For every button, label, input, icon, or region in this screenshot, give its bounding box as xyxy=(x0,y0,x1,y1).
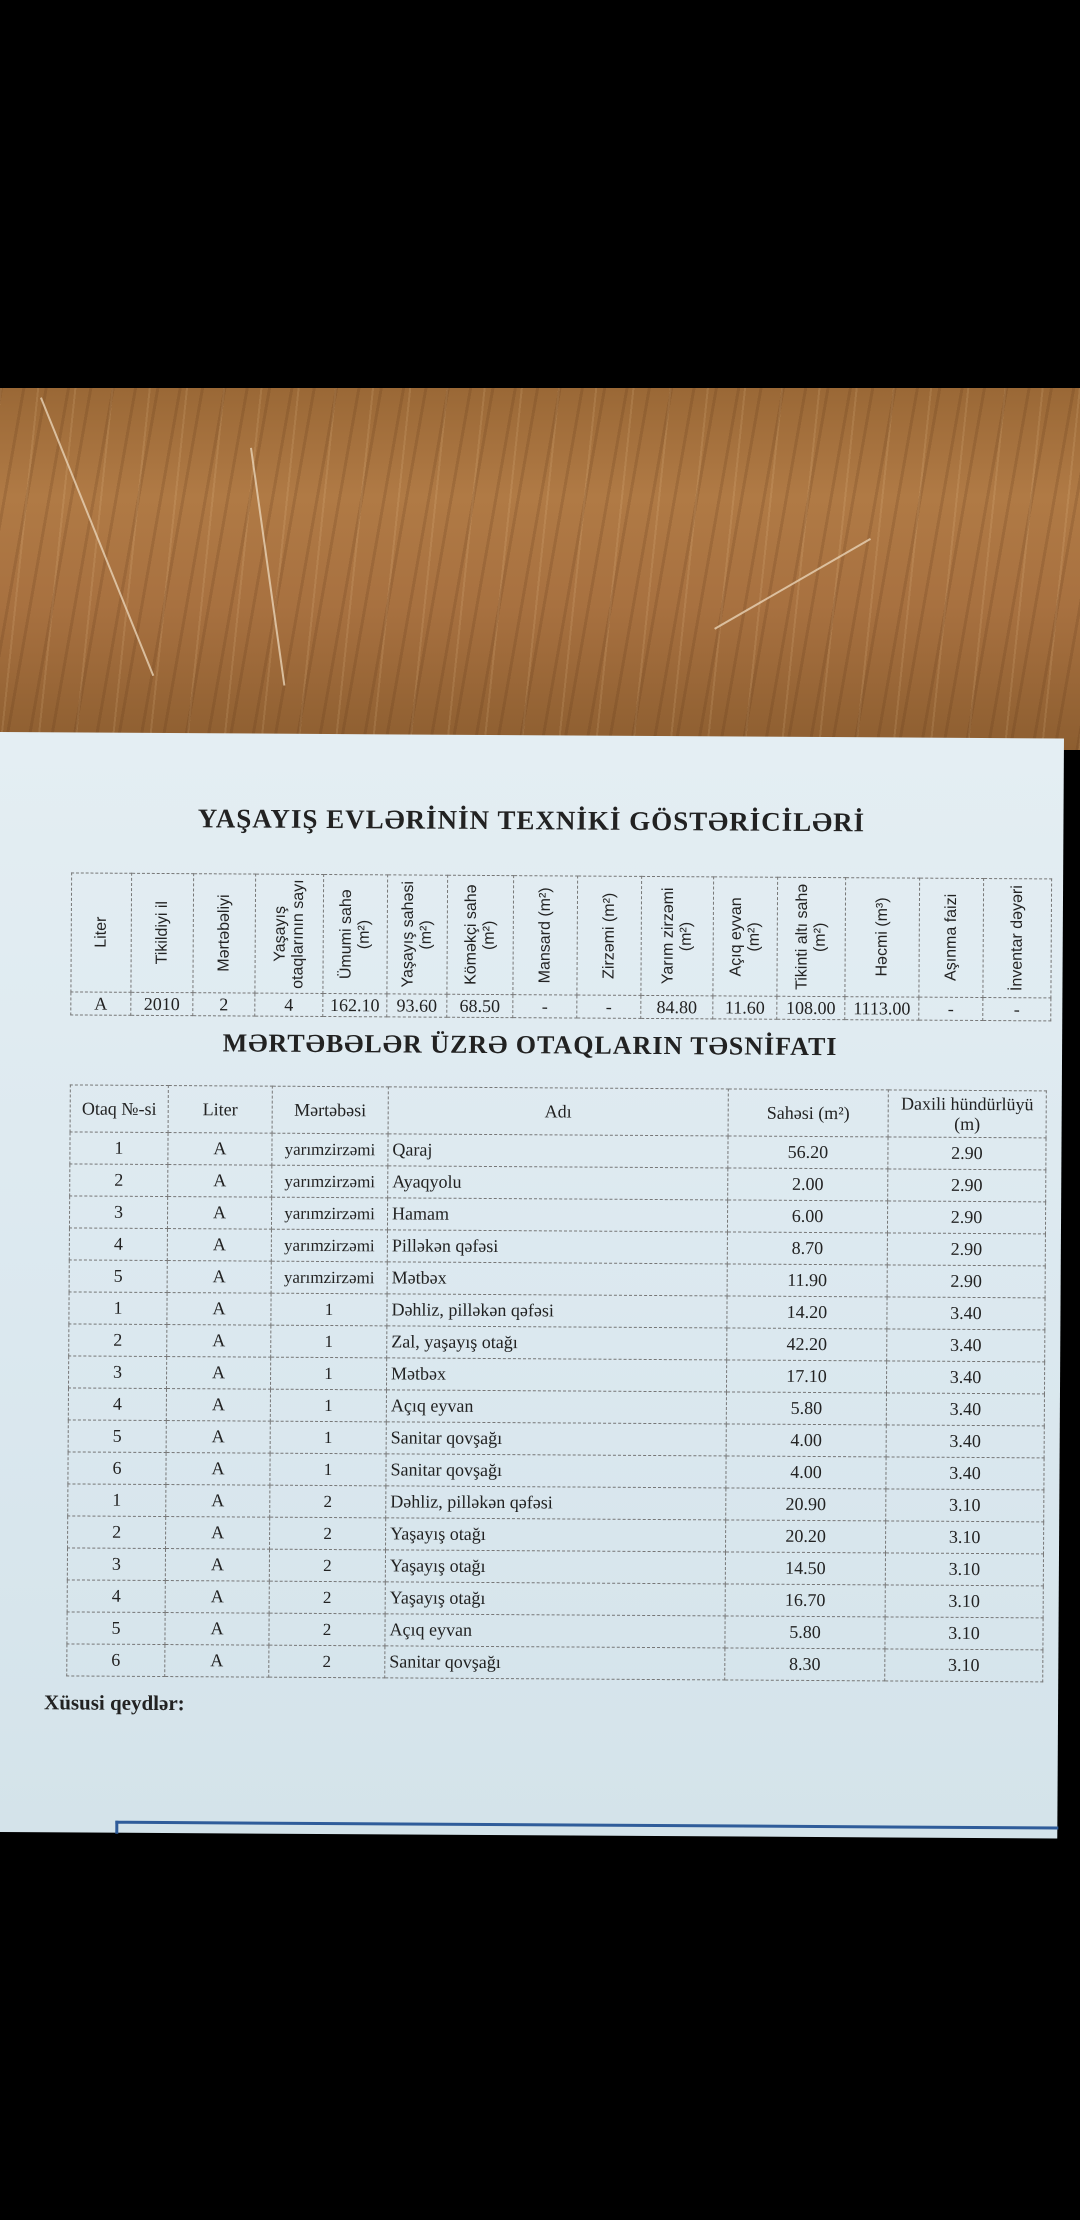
cell-room-number: 3 xyxy=(67,1548,165,1581)
cell-floor: yarımzirzəmi xyxy=(271,1229,387,1262)
cell-liter: A xyxy=(167,1197,271,1230)
technical-header-row xyxy=(71,873,1052,998)
cell-height: 3.40 xyxy=(887,1297,1045,1330)
cell-name: Sanitar qovşağı xyxy=(386,1454,726,1488)
cell-liter: A xyxy=(166,1421,270,1454)
cell-room-number: 1 xyxy=(70,1132,168,1165)
header-cell: Mansard (m²) xyxy=(513,876,578,995)
cell-area: 5.80 xyxy=(725,1616,885,1649)
header-cell: Mərtəbəliyi xyxy=(193,874,256,993)
cell-liter: A xyxy=(165,1549,269,1582)
cell-name: Sanitar qovşağı xyxy=(386,1422,726,1456)
cell-height: 3.40 xyxy=(886,1393,1044,1426)
header-area: Sahəsi (m²) xyxy=(728,1089,888,1137)
cell-liter: A xyxy=(167,1229,271,1262)
cell-area: 4.00 xyxy=(726,1424,886,1457)
data-cell: 1113.00 xyxy=(845,997,919,1020)
cell-liter: A xyxy=(167,1325,271,1358)
data-cell: 108.00 xyxy=(777,996,845,1019)
rooms-header-row xyxy=(70,1085,1046,1138)
cell-room-number: 1 xyxy=(69,1292,167,1325)
data-cell: - xyxy=(577,995,641,1018)
cell-height: 3.10 xyxy=(886,1489,1044,1522)
table-row xyxy=(67,1644,1043,1682)
cell-height: 2.90 xyxy=(887,1233,1045,1266)
cell-name: Açıq eyvan xyxy=(385,1614,725,1648)
cell-floor: 2 xyxy=(269,1581,385,1614)
cell-floor: 2 xyxy=(269,1549,385,1582)
cell-floor: 1 xyxy=(270,1421,386,1454)
cell-floor: 1 xyxy=(271,1325,387,1358)
cell-height: 2.90 xyxy=(887,1265,1045,1298)
cell-room-number: 5 xyxy=(68,1420,166,1453)
cell-name: Yaşayış otağı xyxy=(386,1518,726,1552)
cell-room-number: 2 xyxy=(68,1516,166,1549)
header-cell: Yarım zirzəmi (m²) xyxy=(641,876,714,995)
cell-height: 3.10 xyxy=(885,1617,1043,1650)
cell-room-number: 2 xyxy=(69,1324,167,1357)
cell-name: Açıq eyvan xyxy=(386,1390,726,1424)
cell-area: 16.70 xyxy=(725,1584,885,1617)
cell-liter: A xyxy=(168,1165,272,1198)
data-cell: 68.50 xyxy=(447,994,513,1017)
cell-floor: yarımzirzəmi xyxy=(271,1261,387,1294)
header-cell: Açıq eyvan (m²) xyxy=(713,877,778,996)
cell-area: 11.90 xyxy=(727,1264,887,1297)
cell-area: 6.00 xyxy=(727,1200,887,1233)
technical-data-row xyxy=(71,992,1051,1021)
cell-liter: A xyxy=(167,1293,271,1326)
header-cell: Liter xyxy=(71,873,132,992)
cell-height: 3.40 xyxy=(886,1457,1044,1490)
technical-indicators-title: YAŞAYIŞ EVLƏRİNİN TEXNİKİ GÖSTƏRİCİLƏRİ xyxy=(197,803,866,838)
cell-room-number: 1 xyxy=(68,1484,166,1517)
header-cell: Yaşayış otaqlarının sayı xyxy=(255,874,324,993)
cell-liter: A xyxy=(165,1613,269,1646)
cell-area: 2.00 xyxy=(728,1168,888,1201)
header-cell: Tikildiyi il xyxy=(131,873,194,992)
cell-floor: 1 xyxy=(270,1453,386,1486)
cell-room-number: 4 xyxy=(68,1388,166,1421)
header-cell: Köməkçi sahə (m²) xyxy=(447,875,514,994)
data-cell: - xyxy=(919,997,983,1020)
cell-liter: A xyxy=(167,1261,271,1294)
cell-name: Yaşayış otağı xyxy=(385,1550,725,1584)
header-cell: Yaşayış sahəsi (m²) xyxy=(387,875,448,994)
cell-area: 20.90 xyxy=(726,1488,886,1521)
cell-height: 3.10 xyxy=(886,1521,1044,1554)
data-cell: - xyxy=(513,995,577,1018)
cell-height: 3.10 xyxy=(885,1649,1043,1682)
cell-floor: yarımzirzəmi xyxy=(272,1165,388,1198)
cell-liter: A xyxy=(166,1357,270,1390)
cell-floor: yarımzirzəmi xyxy=(272,1133,388,1166)
cell-area: 14.50 xyxy=(725,1552,885,1585)
data-cell: 2 xyxy=(193,993,255,1016)
cell-height: 3.10 xyxy=(885,1553,1043,1586)
cell-liter: A xyxy=(165,1581,269,1614)
data-cell: A xyxy=(71,992,131,1015)
data-cell: 84.80 xyxy=(641,995,713,1018)
cell-height: 2.90 xyxy=(887,1201,1045,1234)
header-name: Adı xyxy=(388,1087,728,1136)
data-cell: 11.60 xyxy=(713,996,777,1019)
document-page xyxy=(0,732,1064,1838)
cell-room-number: 5 xyxy=(69,1260,167,1293)
cell-height: 3.40 xyxy=(886,1425,1044,1458)
cell-name: Hamam xyxy=(387,1198,727,1232)
cell-floor: 2 xyxy=(270,1517,386,1550)
cell-name: Mətbəx xyxy=(387,1262,727,1296)
data-cell: 4 xyxy=(255,993,323,1016)
data-cell: 93.60 xyxy=(387,994,447,1017)
cell-name: Pilləkən qəfəsi xyxy=(387,1230,727,1264)
cell-name: Sanitar qovşağı xyxy=(385,1646,725,1680)
cell-name: Ayaqyolu xyxy=(388,1166,728,1200)
cell-height: 2.90 xyxy=(888,1169,1046,1202)
cell-floor: 2 xyxy=(270,1485,386,1518)
header-floor: Mərtəbəsi xyxy=(272,1086,388,1134)
header-cell: İnventar dəyəri xyxy=(983,879,1052,998)
rooms-table-body xyxy=(67,1132,1046,1682)
cell-name: Zal, yaşayış otağı xyxy=(387,1326,727,1360)
cell-height: 2.90 xyxy=(888,1137,1046,1170)
cell-liter: A xyxy=(166,1389,270,1422)
cell-name: Yaşayış otağı xyxy=(385,1582,725,1616)
wooden-table-background xyxy=(0,388,1080,750)
data-cell: 162.10 xyxy=(323,993,387,1016)
cell-floor: yarımzirzəmi xyxy=(271,1197,387,1230)
header-liter: Liter xyxy=(168,1086,272,1134)
cell-floor: 2 xyxy=(269,1645,385,1678)
cell-height: 3.40 xyxy=(886,1361,1044,1394)
cell-name: Dəhliz, pilləkən qəfəsi xyxy=(387,1294,727,1328)
cell-name: Dəhliz, pilləkən qəfəsi xyxy=(386,1486,726,1520)
cell-liter: A xyxy=(168,1133,272,1166)
cell-room-number: 4 xyxy=(67,1580,165,1613)
cell-area: 14.20 xyxy=(727,1296,887,1329)
header-cell: Ümumi sahə (m²) xyxy=(323,874,388,993)
cell-liter: A xyxy=(166,1485,270,1518)
cell-area: 20.20 xyxy=(726,1520,886,1553)
room-classification-title: MƏRTƏBƏLƏR ÜZRƏ OTAQLARIN TƏSNİFATI xyxy=(222,1028,838,1062)
wood-crack xyxy=(250,448,285,686)
header-height: Daxili hündürlüyü (m) xyxy=(888,1090,1046,1138)
wood-crack xyxy=(714,538,871,630)
wood-crack xyxy=(40,397,154,676)
cell-area: 8.30 xyxy=(725,1648,885,1681)
header-cell: Həcmi (m³) xyxy=(845,878,920,997)
cell-room-number: 6 xyxy=(67,1644,165,1677)
header-cell: Zirzəmi (m²) xyxy=(577,876,642,995)
cell-room-number: 5 xyxy=(67,1612,165,1645)
cell-area: 8.70 xyxy=(727,1232,887,1265)
data-cell: - xyxy=(983,998,1051,1021)
special-notes-label: Xüsusi qeydlər: xyxy=(44,1690,185,1716)
cell-height: 3.10 xyxy=(885,1585,1043,1618)
header-cell: Aşınma faizi xyxy=(919,878,984,997)
cell-area: 17.10 xyxy=(726,1360,886,1393)
cell-room-number: 4 xyxy=(69,1228,167,1261)
cell-liter: A xyxy=(166,1453,270,1486)
data-cell: 2010 xyxy=(131,992,193,1015)
cell-room-number: 2 xyxy=(70,1164,168,1197)
cell-liter: A xyxy=(166,1517,270,1550)
cell-room-number: 3 xyxy=(69,1196,167,1229)
cell-area: 42.20 xyxy=(727,1328,887,1361)
cell-room-number: 6 xyxy=(68,1452,166,1485)
cell-area: 56.20 xyxy=(728,1136,888,1169)
cell-area: 5.80 xyxy=(726,1392,886,1425)
room-classification-table xyxy=(66,1084,1047,1682)
cell-floor: 2 xyxy=(269,1613,385,1646)
cell-height: 3.40 xyxy=(887,1329,1045,1362)
cut-off-frame-edge xyxy=(115,1821,1058,1840)
header-room-number: Otaq №-si xyxy=(70,1085,168,1133)
technical-indicators-table xyxy=(70,872,1052,1021)
cell-name: Qaraj xyxy=(388,1134,728,1168)
cell-room-number: 3 xyxy=(68,1356,166,1389)
cell-name: Mətbəx xyxy=(386,1358,726,1392)
cell-floor: 1 xyxy=(270,1357,386,1390)
cell-liter: A xyxy=(165,1645,269,1678)
cell-floor: 1 xyxy=(270,1389,386,1422)
cell-area: 4.00 xyxy=(726,1456,886,1489)
header-cell: Tikinti altı sahə (m²) xyxy=(777,877,846,996)
cell-floor: 1 xyxy=(271,1293,387,1326)
